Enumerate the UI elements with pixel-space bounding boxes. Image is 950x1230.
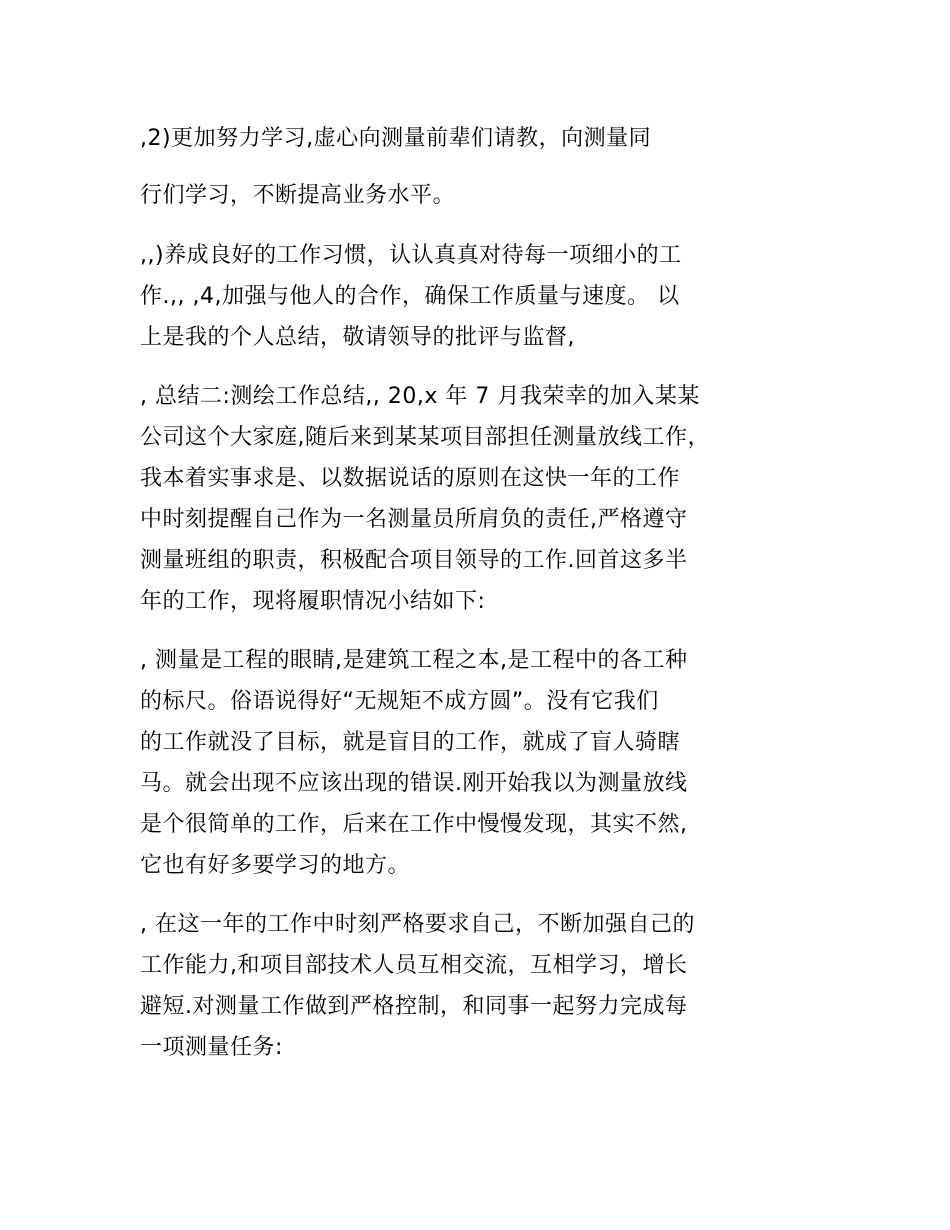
text-line: 的工作就没了目标，就是盲目的工作，就成了盲人骑瞎 — [140, 730, 681, 755]
text-line: ,,)养成良好的工作习惯，认认真真对待每一项细小的工 — [140, 243, 682, 268]
text-line: 中时刻提醒自己作为一名测量员所肩负的责任,严格遵守 — [140, 507, 688, 532]
text-line: 我本着实事求是、以数据说话的原则在这快一年的工作 — [140, 466, 681, 491]
text-line: , 总结二:测绘工作总结,, 20,x 年 7 月我荣幸的加入某某 — [140, 384, 700, 409]
text-line: 测量班组的职责，积极配合项目领导的工作.回首这多半 — [140, 548, 688, 573]
text-line: 一项测量任务: — [140, 1035, 283, 1060]
text-line: 作.,, ,4,加强与他人的合作，确保工作质量与速度。 以 — [140, 284, 680, 309]
text-line: 上是我的个人总结，敬请领导的批评与监督, — [140, 325, 575, 350]
text-line: 的标尺。俗语说得好“无规矩不成方圆”。没有它我们 — [140, 689, 659, 714]
text-line: 年的工作，现将履职情况小结如下: — [140, 589, 486, 614]
text-line: , 在这一年的工作中时刻严格要求自己，不断加强自己的 — [140, 912, 695, 937]
text-line: 马。就会出现不应该出现的错误.刚开始我以为测量放线 — [140, 771, 688, 796]
text-line: 是个很简单的工作，后来在工作中慢慢发现，其实不然, — [140, 812, 688, 837]
text-line: 行们学习，不断提高业务水平。 — [140, 183, 456, 208]
text-line: 工作能力,和项目部技术人员互相交流，互相学习，增长 — [140, 953, 688, 978]
text-line: ,2)更加努力学习,虚心向测量前辈们请教，向测量同 — [140, 126, 652, 151]
text-line: , 测量是工程的眼睛,是建筑工程之本,是工程中的各工种 — [140, 648, 688, 673]
text-line: 公司这个大家庭,随后来到某某项目部担任测量放线工作， — [140, 425, 710, 450]
text-line: 避短.对测量工作做到严格控制，和同事一起努力完成每 — [140, 994, 688, 1019]
text-line: 它也有好多要学习的地方。 — [140, 853, 411, 878]
